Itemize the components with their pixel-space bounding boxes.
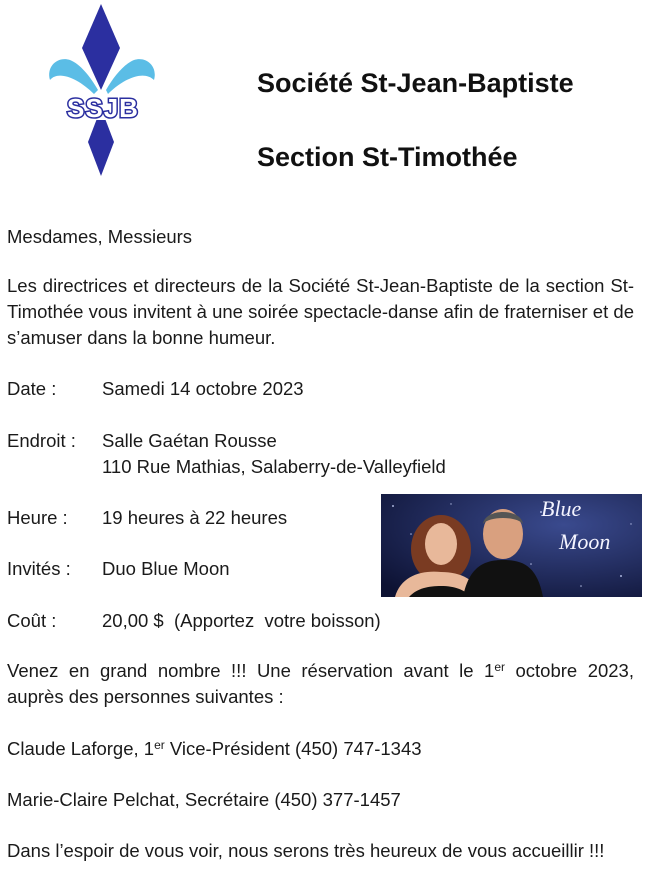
blue-moon-photo xyxy=(381,494,642,597)
section-title: Section St-Timothée xyxy=(257,142,518,172)
time-label: Heure : xyxy=(7,507,68,528)
cost-label: Coût : xyxy=(7,610,57,631)
place-label: Endroit : xyxy=(7,430,76,451)
guests-value: Duo Blue Moon xyxy=(102,558,230,579)
photo-caption-moon: Moon xyxy=(559,529,611,554)
contact-1 xyxy=(7,736,634,762)
ssjb-logo xyxy=(44,4,162,176)
contact-2: Marie-Claire Pelchat, Secrétaire (450) 377-1457 xyxy=(7,789,401,810)
contact-1-name: Claude Laforge, 1 xyxy=(7,738,155,759)
reservation-text-before: Venez en grand nombre !!! Une réservation avant le 1 xyxy=(7,660,495,681)
intro-paragraph: Les directrices et directeurs de la Société St-Jean-Baptiste de la section St-Timothée vous invitent à une soirée spectacle-danse afin de fraterniser et de s’amuser dans la bonne humeur. xyxy=(7,275,634,348)
date-label: Date : xyxy=(7,378,57,399)
place-name: Salle Gaétan Rousse xyxy=(102,430,277,451)
logo-text: SSJB xyxy=(67,93,139,123)
organization-title: Société St-Jean-Baptiste xyxy=(257,68,574,98)
contact-1-sup: er xyxy=(154,738,165,752)
cost-value: 20,00 $ (Apportez votre boisson) xyxy=(102,610,381,631)
fleur-de-lis-icon xyxy=(49,4,155,176)
contact-1-role: Vice-Président (450) 747-1343 xyxy=(164,738,422,759)
reservation-paragraph xyxy=(7,658,634,710)
greeting: Mesdames, Messieurs xyxy=(7,226,193,247)
photo-caption-blue: Blue xyxy=(541,496,582,521)
date-value: Samedi 14 octobre 2023 xyxy=(102,378,304,399)
closing-paragraph: Dans l’espoir de vous voir, nous serons très heureux de vous accueillir !!! xyxy=(7,840,605,861)
reservation-text-after: octobre 2023, auprès des personnes suivantes : xyxy=(7,660,634,707)
guests-label: Invités : xyxy=(7,558,71,579)
reservation-sup: er xyxy=(494,660,505,674)
place-address: 110 Rue Mathias, Salaberry-de-Valleyfield xyxy=(102,456,446,477)
time-value: 19 heures à 22 heures xyxy=(102,507,288,528)
